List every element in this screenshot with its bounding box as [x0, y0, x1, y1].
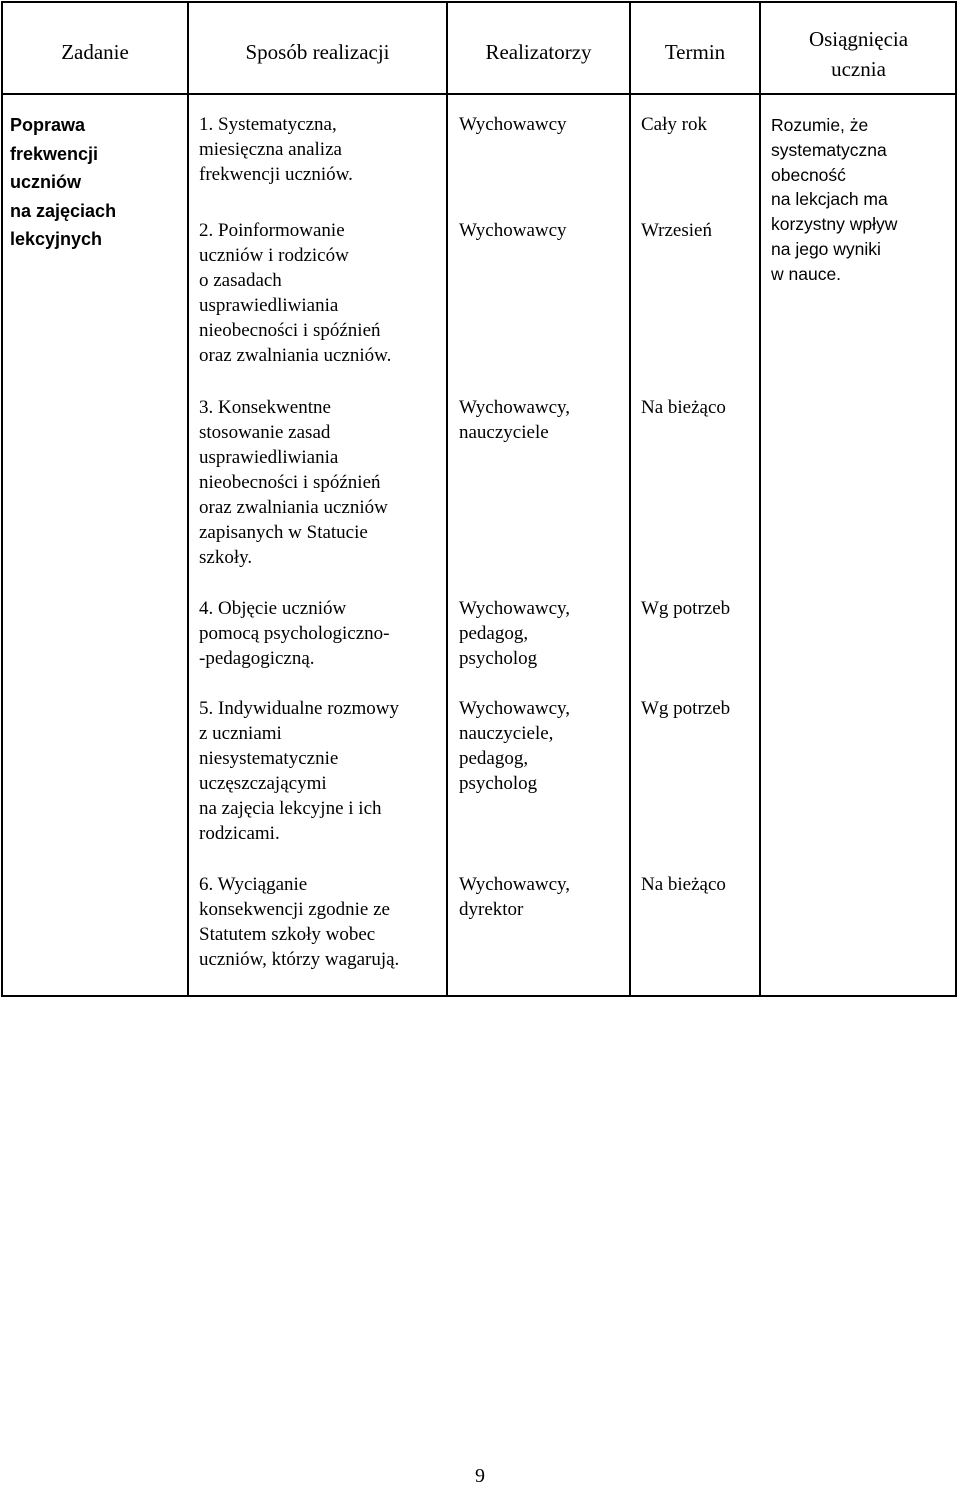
- method-item: 3. Konsekwentne stosowanie zasad usprawiedliwiania nieobecności i spóźnień oraz zwalniania uczniów zapisanych w Statucie szkoły.: [199, 397, 388, 568]
- header-sposob-realizacji: Sposób realizacji: [245, 40, 390, 64]
- term-item: Wg potrzeb: [641, 698, 731, 719]
- column-divider: [446, 1, 448, 997]
- term-item: Na bieżąco: [641, 874, 726, 895]
- method-item: 4. Objęcie uczniów pomocą psychologiczno- -pedagogiczną.: [199, 598, 390, 669]
- header-termin: Termin: [664, 40, 726, 64]
- method-item: 5. Indywidualne rozmowy z uczniami niesystematycznie uczęszczającymi na zajęcia lekcyjne i ich rodzicami.: [199, 698, 399, 844]
- actors-item: Wychowawcy, nauczyciele: [459, 397, 571, 443]
- header-zadanie: Zadanie: [61, 40, 129, 64]
- task-title: Poprawa frekwencji uczniów na zajęciach lekcyjnych: [10, 115, 117, 249]
- column-divider: [759, 1, 761, 997]
- method-item: 2. Poinformowanie uczniów i rodziców o zasadach usprawiedliwiania nieobecności i spóźnień oraz zwalniania uczniów.: [199, 220, 392, 366]
- actors-item: Wychowawcy, pedagog, psycholog: [459, 598, 571, 669]
- method-item: 6. Wyciąganie konsekwencji zgodnie ze Statutem szkoły wobec uczniów, którzy wagarują.: [199, 874, 400, 970]
- term-item: Na bieżąco: [641, 397, 726, 418]
- header-osiagniecia-ucznia: Osiągnięcia ucznia: [808, 27, 909, 81]
- actors-item: Wychowawcy: [459, 220, 567, 241]
- term-item: Wrzesień: [641, 220, 712, 241]
- actors-item: Wychowawcy, dyrektor: [459, 874, 571, 920]
- actors-item: Wychowawcy: [459, 114, 567, 135]
- header-divider: [1, 93, 957, 95]
- term-item: Cały rok: [641, 114, 707, 135]
- student-outcome: Rozumie, że systematyczna obecność na lekcjach ma korzystny wpływ na jego wyniki w nauce.: [771, 115, 898, 284]
- actors-item: Wychowawcy, nauczyciele, pedagog, psycholog: [459, 698, 571, 794]
- column-divider: [187, 1, 189, 997]
- header-realizatorzy: Realizatorzy: [485, 40, 592, 64]
- page-number: 9: [475, 1465, 485, 1487]
- column-divider: [629, 1, 631, 997]
- method-item: 1. Systematyczna, miesięczna analiza frekwencji uczniów.: [199, 114, 353, 185]
- term-item: Wg potrzeb: [641, 598, 731, 619]
